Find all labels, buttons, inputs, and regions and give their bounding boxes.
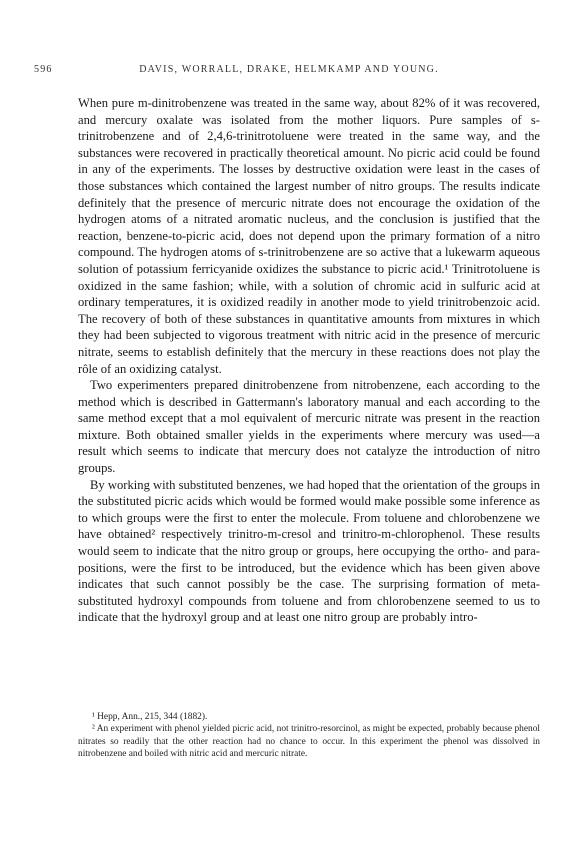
paragraph-2: Two experimenters prepared dinitrobenzene from nitrobenzene, each according to the method which is described in Gattermann's laboratory manual and each according to the same method except that a mol equivalent of mercuric nitrate was present in the reaction mixture. Both obtained smaller yields in the experiments where mercury was used—a result which seems to indicate that mercury does not catalyze the introduction of nitro groups. xyxy=(78,378,540,476)
footnote-1: ¹ Hepp, Ann., 215, 344 (1882). xyxy=(92,712,208,722)
footnote-2: ² An experiment with phenol yielded picric acid, not trinitro-resorcinol, as might be expected, probably because phenol nitrates so readily that the other reaction had no chance to occur. In this experiment the phenol was dissolved in nitrobenzene and boiled with nitric acid and mercuric nitrate. xyxy=(78,724,540,760)
running-head: DAVIS, WORRALL, DRAKE, HELMKAMP AND YOUNG. xyxy=(139,64,439,75)
body-text xyxy=(78,95,540,626)
page-number: 596 xyxy=(34,64,53,75)
running-header xyxy=(34,64,544,78)
footnotes xyxy=(78,711,540,761)
paragraph-1: When pure m-dinitrobenzene was treated in the same way, about 82% of it was recovered, and mercury oxalate was isolated from the mother liquors. Pure samples of s-trinitrobenzene and of 2,4,6-trinitrotoluene were treated in the same way, and the substances were recovered in practically theoretical amount. No picric acid could be found in any of the experiments. The losses by destructive oxidation were least in the cases of those substances which contained the largest number of nitro groups. The results indicate definitely that the presence of mercuric nitrate does not encourage the oxidation of the hydrogen atoms of a nitrated aromatic nucleus, and the conclusion is justified that the reaction, benzene-to-picric acid, does not depend upon the primary formation of a nitro compound. The hydrogen atoms of s-trinitrobenzene are so active that a lukewarm aqueous solution of potassium ferricyanide oxidizes the substance to picric acid.¹ Trinitrotoluene is oxidized in the same fashion; while, with a solution of chromic acid in sulfuric acid at ordinary temperatures, it is oxidized readily in another mode to yield trinitrobenzoic acid. The recovery of both of these substances in quantitative amounts from mixtures in which they had been subjected to vigorous treatment with nitric acid in the presence of mercuric nitrate, seems to establish definitely that the mercury in these reactions does not play the rôle of an oxidizing catalyst. xyxy=(78,96,540,376)
paragraph-3: By working with substituted benzenes, we had hoped that the orientation of the groups in the substituted picric acids which would be formed would make possible some inference as to which groups were the first to enter the molecule. From toluene and chlorobenzene we have obtained² respectively trinitro-m-cresol and trinitro-m-chlorophenol. These results would seem to indicate that the nitro group or groups, here occupying the ortho- and para-positions, were the first to be introduced, but the evidence which has been given above indicates that such cannot possibly be the case. The surprising formation of meta-substituted hydroxyl compounds from toluene and from chlorobenzene seemed to us to indicate that the hydroxyl group and at least one nitro group are probably intro- xyxy=(78,477,540,625)
